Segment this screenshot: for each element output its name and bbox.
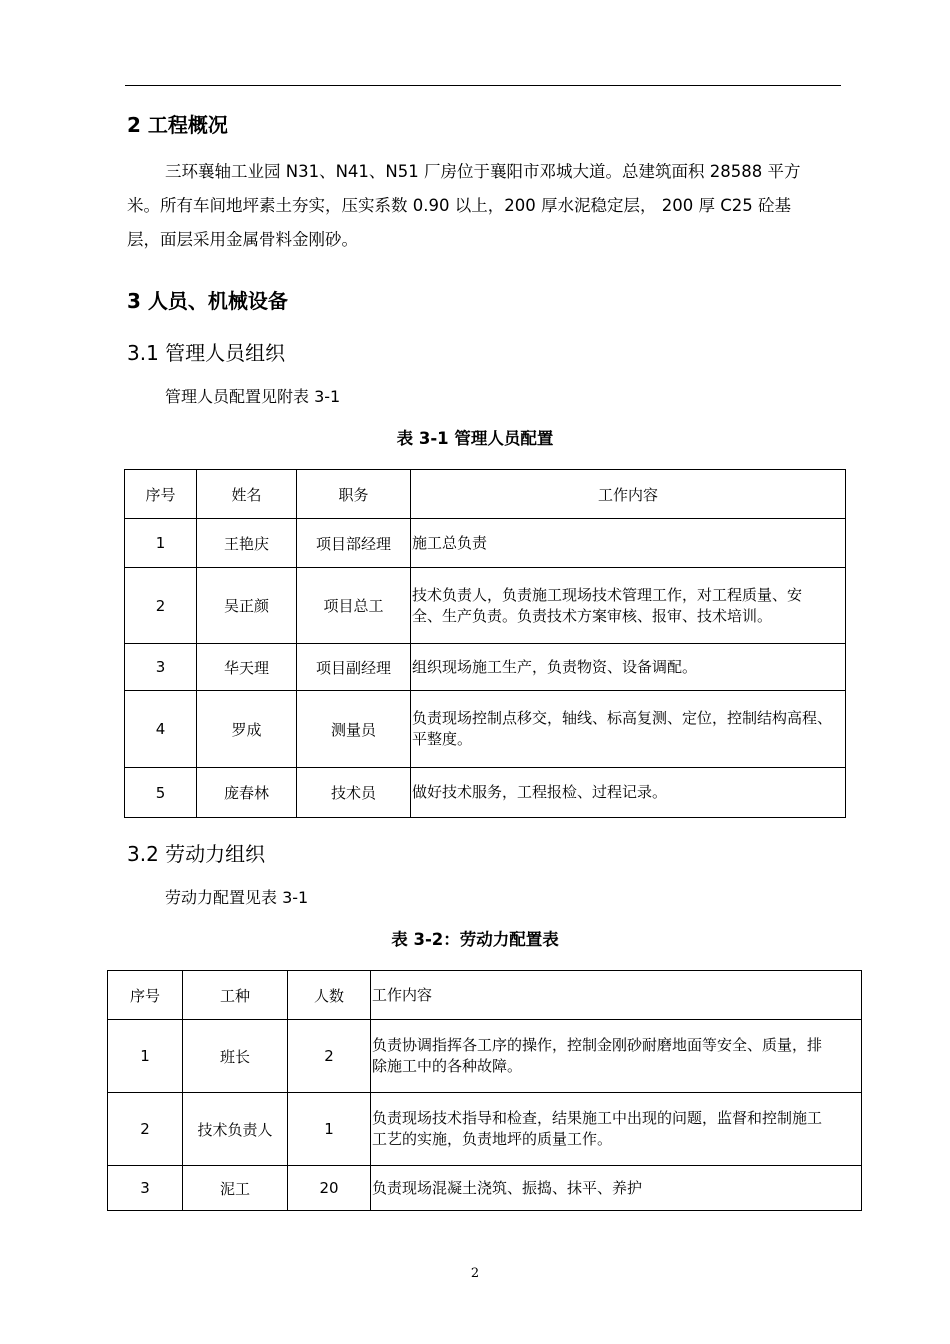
cell-name: 王艳庆 xyxy=(197,519,297,568)
cell-content: 负责现场技术指导和检查，结果施工中出现的问题，监督和控制施工 工艺的实施，负责地坪的质量工作。 xyxy=(371,1093,862,1166)
section-3-heading: 3 人员、机械设备 xyxy=(127,289,288,313)
table-row xyxy=(108,1166,862,1211)
cell-trade: 技术负责人 xyxy=(183,1093,288,1166)
section-2-paragraph xyxy=(127,155,843,257)
section-3-2-heading: 3.2 劳动力组织 xyxy=(127,842,266,866)
cell-name: 庞春林 xyxy=(197,768,297,818)
table-row xyxy=(125,568,846,644)
page-number: 2 xyxy=(470,1266,480,1281)
cell-content: 负责协调指挥各工序的操作，控制金刚砂耐磨地面等安全、质量，排 除施工中的各种故障。 xyxy=(371,1020,862,1093)
cell-trade: 泥工 xyxy=(183,1166,288,1211)
labor-force-table xyxy=(107,970,862,1211)
cell-content: 技术负责人，负责施工现场技术管理工作，对工程质量、安 全、生产负责。负责技术方案审核、报审、技术培训。 xyxy=(411,568,846,644)
cell-trade: 班长 xyxy=(183,1020,288,1093)
table-row xyxy=(125,644,846,691)
header-no: 序号 xyxy=(125,470,197,519)
cell-role: 项目总工 xyxy=(297,568,411,644)
cell-role: 技术员 xyxy=(297,768,411,818)
management-staff-table xyxy=(124,469,846,818)
header-name: 姓名 xyxy=(197,470,297,519)
cell-role: 项目副经理 xyxy=(297,644,411,691)
cell-count: 2 xyxy=(288,1020,371,1093)
cell-no: 1 xyxy=(125,519,197,568)
header-content: 工作内容 xyxy=(371,971,862,1020)
cell-content: 做好技术服务，工程报检、过程记录。 xyxy=(411,768,846,818)
table-header-row xyxy=(108,971,862,1020)
cell-no: 3 xyxy=(125,644,197,691)
cell-name: 华天理 xyxy=(197,644,297,691)
cell-content: 负责现场控制点移交，轴线、标高复测、定位，控制结构高程、 平整度。 xyxy=(411,691,846,768)
header-trade: 工种 xyxy=(183,971,288,1020)
table-row xyxy=(125,519,846,568)
cell-no: 2 xyxy=(108,1093,183,1166)
paragraph-line: 三环襄轴工业园 N31、N41、N51 厂房位于襄阳市邓城大道。总建筑面积 28588 平方 xyxy=(165,162,801,181)
header-rule xyxy=(125,85,841,86)
section-3-1-note: 管理人员配置见附表 3-1 xyxy=(165,387,341,406)
cell-name: 吴正颜 xyxy=(197,568,297,644)
table-row xyxy=(125,691,846,768)
cell-no: 1 xyxy=(108,1020,183,1093)
cell-role: 测量员 xyxy=(297,691,411,768)
cell-no: 4 xyxy=(125,691,197,768)
cell-name: 罗成 xyxy=(197,691,297,768)
cell-content: 组织现场施工生产，负责物资、设备调配。 xyxy=(411,644,846,691)
table-row xyxy=(125,768,846,818)
cell-role: 项目部经理 xyxy=(297,519,411,568)
cell-content: 负责现场混凝土浇筑、振捣、抹平、养护 xyxy=(371,1166,862,1211)
header-content: 工作内容 xyxy=(411,470,846,519)
header-count: 人数 xyxy=(288,971,371,1020)
table-3-2-caption: 表 3-2：劳动力配置表 xyxy=(391,930,559,949)
paragraph-line: 层，面层采用金属骨料金刚砂。 xyxy=(127,230,358,249)
section-3-2-note: 劳动力配置见表 3-1 xyxy=(165,888,309,907)
header-role: 职务 xyxy=(297,470,411,519)
table-3-1-caption: 表 3-1 管理人员配置 xyxy=(396,429,554,448)
table-header-row xyxy=(125,470,846,519)
table-row xyxy=(108,1093,862,1166)
section-3-1-heading: 3.1 管理人员组织 xyxy=(127,341,286,365)
cell-count: 20 xyxy=(288,1166,371,1211)
header-no: 序号 xyxy=(108,971,183,1020)
cell-no: 3 xyxy=(108,1166,183,1211)
section-2-heading: 2 工程概况 xyxy=(127,113,228,137)
table-row xyxy=(108,1020,862,1093)
cell-content: 施工总负责 xyxy=(411,519,846,568)
paragraph-line: 米。所有车间地坪素土夯实，压实系数 0.90 以上，200 厚水泥稳定层， 200 厚 C25 砼基 xyxy=(127,196,791,215)
cell-count: 1 xyxy=(288,1093,371,1166)
cell-no: 2 xyxy=(125,568,197,644)
cell-no: 5 xyxy=(125,768,197,818)
